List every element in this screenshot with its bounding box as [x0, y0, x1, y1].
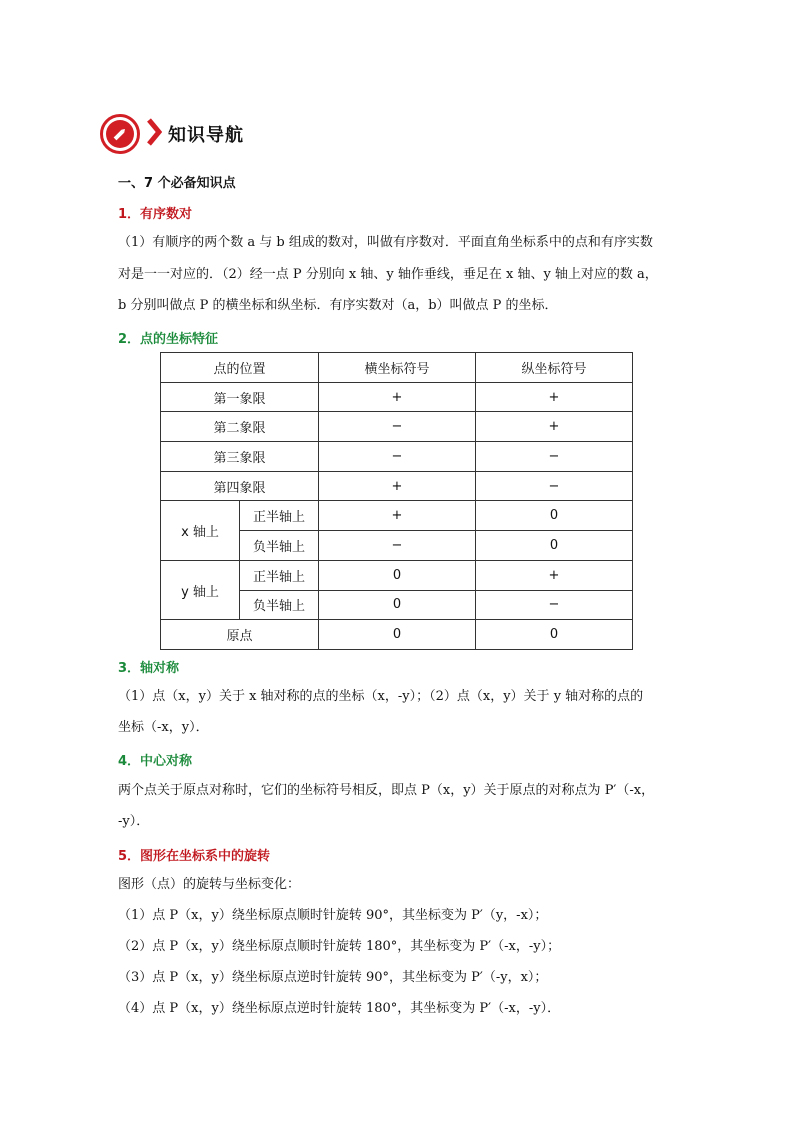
table-row	[161, 501, 633, 531]
table-row	[161, 382, 633, 412]
table-cell: 0	[476, 620, 633, 650]
table-row	[161, 560, 633, 590]
section-1-line-2: 对是一一对应的．（2）经一点 P 分别向 x 轴、y 轴作垂线，垂足在 x 轴、y 轴上对应的数 a，	[118, 267, 658, 282]
table-cell: 正半轴上	[240, 560, 319, 590]
header-title: 知识导航	[168, 125, 244, 146]
table-cell: 0	[476, 531, 633, 561]
section-4-line-1: 两个点关于原点对称时，它们的坐标符号相反，即点 P（x，y）关于原点的对称点为 P′（-x，	[118, 783, 655, 798]
table-cell: +	[476, 560, 633, 590]
table-cell-x-axis: x 轴上	[161, 501, 240, 560]
table-header-cell: 横坐标符号	[319, 353, 476, 383]
table-header-cell: 纵坐标符号	[476, 353, 633, 383]
table-row	[161, 620, 633, 650]
table-header-row	[161, 353, 633, 383]
table-cell: +	[319, 501, 476, 531]
main-section-title: 一、7 个必备知识点	[118, 176, 236, 191]
table-cell: 正半轴上	[240, 501, 319, 531]
table-row	[161, 442, 633, 472]
list-item: （4）点 P（x，y）绕坐标原点逆时针旋转 180°，其坐标变为 P′（-x，-y）．	[118, 1001, 561, 1016]
table-cell: 第二象限	[161, 412, 319, 442]
table-cell: 原点	[161, 620, 319, 650]
table-cell: 负半轴上	[240, 590, 319, 620]
section-3-line-1: （1）点（x，y）关于 x 轴对称的点的坐标（x，-y）；（2）点（x，y）关于 y 轴对称的点的	[118, 689, 644, 704]
section-4-title: 4．中心对称	[118, 754, 193, 769]
table-cell: −	[476, 442, 633, 472]
table-cell: −	[319, 412, 476, 442]
table-cell: 0	[319, 560, 476, 590]
table-cell: +	[476, 412, 633, 442]
table-cell-y-axis: y 轴上	[161, 560, 240, 619]
table-row	[161, 471, 633, 501]
section-1-line-3: b 分别叫做点 P 的横坐标和纵坐标．有序实数对（a，b）叫做点 P 的坐标．	[118, 298, 558, 313]
section-header	[100, 112, 244, 156]
table-header-cell: 点的位置	[161, 353, 319, 383]
section-5-intro: 图形（点）的旋转与坐标变化：	[118, 877, 301, 892]
table-cell: −	[476, 471, 633, 501]
table-cell: −	[319, 531, 476, 561]
table-row	[161, 412, 633, 442]
table-cell: 负半轴上	[240, 531, 319, 561]
section-2-title: 2．点的坐标特征	[118, 332, 219, 347]
coordinate-sign-table	[160, 352, 633, 650]
list-item: （3）点 P（x，y）绕坐标原点逆时针旋转 90°，其坐标变为 P′（-y，x）；	[118, 970, 548, 985]
table-cell: 第四象限	[161, 471, 319, 501]
section-1-title: 1．有序数对	[118, 207, 193, 222]
section-1-line-1: （1）有顺序的两个数 a 与 b 组成的数对，叫做有序数对．平面直角坐标系中的点和有序实数	[118, 235, 653, 250]
table-cell: 0	[319, 620, 476, 650]
section-5-title: 5．图形在坐标系中的旋转	[118, 849, 271, 864]
section-4-line-2: -y）．	[118, 814, 150, 829]
table-cell: −	[319, 442, 476, 472]
list-item: （2）点 P（x，y）绕坐标原点顺时针旋转 180°，其坐标变为 P′（-x，-y）；	[118, 939, 561, 954]
section-3-title: 3．轴对称	[118, 661, 180, 676]
table-cell: 第一象限	[161, 382, 319, 412]
table-cell: 第三象限	[161, 442, 319, 472]
section-3-line-2: 坐标（-x，y）．	[118, 720, 209, 735]
table-cell: 0	[476, 501, 633, 531]
table-cell: 0	[319, 590, 476, 620]
list-item: （1）点 P（x，y）绕坐标原点顺时针旋转 90°，其坐标变为 P′（y，-x）；	[118, 908, 548, 923]
chevron-right-icon	[146, 117, 162, 151]
table-cell: +	[319, 382, 476, 412]
table-cell: −	[476, 590, 633, 620]
table-cell: +	[476, 382, 633, 412]
logo-badge	[100, 114, 140, 154]
pencil-icon	[106, 120, 134, 148]
table-cell: +	[319, 471, 476, 501]
